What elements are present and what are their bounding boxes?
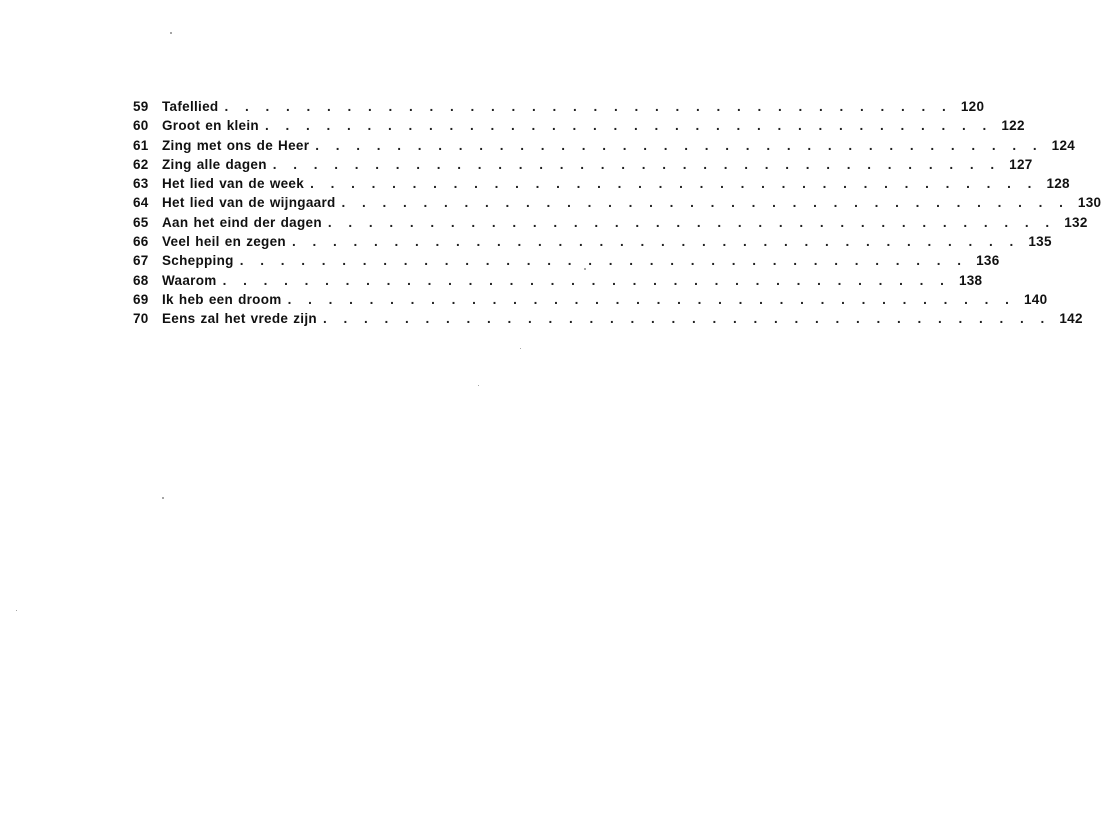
toc-entry (133, 272, 983, 292)
dot-leader: . . . . . . . . . . . . . . . . . . . . . . . . . . . . . . . . . . . . (327, 214, 1056, 230)
dot-leader: . . . . . . . . . . . . . . . . . . . . . . . . . . . . . . . . . . . . (291, 234, 1020, 250)
toc-entry-page: 140 (1023, 291, 1048, 307)
toc-entry (133, 234, 1052, 253)
scan-speck (478, 385, 479, 386)
toc-entry-number: 66 (133, 234, 149, 250)
toc-entry-number: 70 (133, 311, 149, 327)
toc-entry-title: Groot en klein (162, 118, 259, 134)
toc-entry-page: 124 (1051, 137, 1076, 153)
toc-entry (133, 195, 1101, 214)
toc-entry-title: Eens zal het vrede zijn (162, 311, 317, 327)
toc-entry-page: 128 (1046, 176, 1070, 192)
toc-entry (133, 176, 1070, 195)
table-of-contents (133, 99, 1101, 331)
dot-leader: . . . . . . . . . . . . . . . . . . . . . . . . . . . . . . . . . . . . (264, 118, 993, 134)
toc-entry-number: 59 (133, 99, 149, 114)
toc-entry-page: 122 (1001, 118, 1025, 134)
dot-leader: . . . . . . . . . . . . . . . . . . . . . . . . . . . . . . . . . . . . (322, 311, 1051, 327)
toc-entry-number: 69 (133, 291, 149, 307)
toc-entry-page: 135 (1028, 234, 1052, 250)
toc-entry-title: Ik heb een droom (162, 291, 282, 307)
toc-entry-title: Het lied van de week (162, 176, 305, 192)
toc-entry (133, 311, 1083, 330)
dot-leader: . . . . . . . . . . . . . . . . . . . . . . . . . . . . . . . . . . . . (224, 99, 953, 114)
dot-leader: . . . . . . . . . . . . . . . . . . . . . . . . . . . . . . . . . . . . (287, 291, 1016, 307)
scan-speck (584, 268, 586, 270)
toc-entry (133, 118, 1025, 137)
toc-entry-page: 120 (960, 99, 985, 114)
toc-entry (133, 214, 1088, 234)
scan-speck (162, 497, 164, 499)
dot-leader: . . . . . . . . . . . . . . . . . . . . . . . . . . . . . . . . . . . . (239, 253, 968, 269)
dot-leader: . . . . . . . . . . . . . . . . . . . . . . . . . . . . . . . . . . . . (310, 176, 1038, 192)
toc-entry (133, 156, 1033, 176)
toc-entry-title: Waarom (162, 272, 217, 288)
toc-entry-page: 130 (1077, 195, 1101, 211)
toc-entry-number: 64 (133, 195, 149, 211)
scan-speck (170, 32, 172, 34)
toc-entry (133, 99, 985, 118)
toc-entry-number: 68 (133, 272, 149, 288)
toc-entry-title: Schepping (162, 253, 234, 269)
toc-entry-number: 65 (133, 214, 149, 230)
dot-leader: . . . . . . . . . . . . . . . . . . . . . . . . . . . . . . . . . . . . (222, 272, 951, 288)
dot-leader: . . . . . . . . . . . . . . . . . . . . . . . . . . . . . . . . . . . . (315, 137, 1044, 153)
toc-entry (133, 253, 1000, 272)
toc-entry-number: 62 (133, 156, 149, 172)
toc-entry-title: Tafellied (162, 99, 219, 114)
scan-speck (520, 348, 521, 349)
toc-entry-title: Zing alle dagen (162, 156, 267, 172)
toc-entry-page: 138 (958, 272, 983, 288)
toc-entry-number: 61 (133, 137, 149, 153)
toc-entry-title: Zing met ons de Heer (162, 137, 310, 153)
toc-entry-title: Aan het eind der dagen (162, 214, 322, 230)
toc-entry (133, 291, 1048, 311)
toc-entry (133, 137, 1076, 157)
toc-entry-number: 60 (133, 118, 149, 134)
toc-entry-title: Het lied van de wijngaard (162, 195, 336, 211)
toc-entry-page: 127 (1009, 156, 1033, 172)
toc-entry-number: 67 (133, 253, 149, 269)
dot-leader: . . . . . . . . . . . . . . . . . . . . . . . . . . . . . . . . . . . . (272, 156, 1001, 172)
scan-speck (16, 610, 17, 611)
toc-entry-page: 132 (1064, 214, 1088, 230)
toc-entry-title: Veel heil en zegen (162, 234, 286, 250)
toc-entry-page: 142 (1059, 311, 1083, 327)
toc-entry-number: 63 (133, 176, 149, 192)
dot-leader: . . . . . . . . . . . . . . . . . . . . . . . . . . . . . . . . . . . . (341, 195, 1070, 211)
toc-entry-page: 136 (976, 253, 1000, 269)
